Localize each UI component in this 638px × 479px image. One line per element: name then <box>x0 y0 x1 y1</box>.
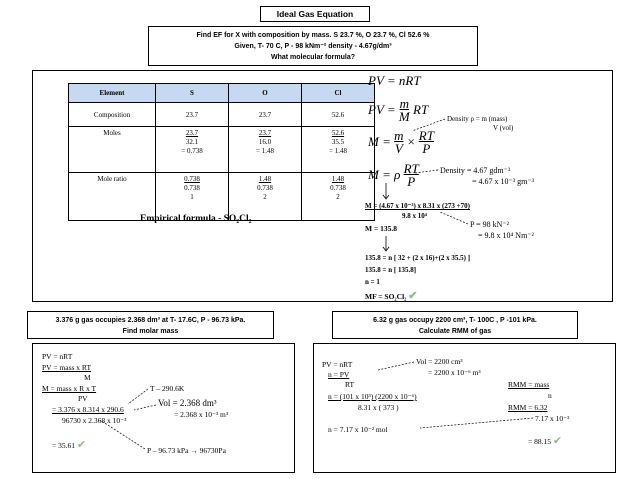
empirical-formula: Empirical formula - SO₂Cl₂ <box>140 214 252 224</box>
table-cell: 23.7 <box>229 103 302 127</box>
p3-step4: n = (101 x 10³) (2200 x 10⁻⁶) <box>328 392 417 401</box>
p3-rmm-4: 7.17 x 10⁻² <box>535 414 570 423</box>
cell-res: 1 <box>190 193 194 201</box>
arrow-vol3 <box>378 362 414 370</box>
check-icon: ✔ <box>552 435 563 447</box>
density-value-line2: = 4.67 x 10⁻³ gm⁻³ <box>472 177 534 186</box>
row-label: Moles <box>69 127 156 173</box>
p2-step2-text: PV = mass x RT <box>42 363 92 372</box>
calc-m-line: M = (4.67 x 10⁻³) x 8.31 x (273 +70) <box>365 202 470 210</box>
cell-res: 2 <box>336 193 340 201</box>
row-label: Composition <box>69 103 156 127</box>
cell-num: 23.7 <box>258 129 272 137</box>
cell-den: 16.0 <box>258 138 272 146</box>
eq-left: PV = <box>368 102 396 117</box>
cell-den: 0.738 <box>184 184 200 192</box>
p2-step4: M = mass x R x T <box>42 384 97 393</box>
density-def-line2: V (vol) <box>493 124 514 132</box>
eq-num: RT <box>403 161 419 176</box>
cell-res: = 0.738 <box>181 147 203 155</box>
density-value-line1: Density = 4.67 gdm⁻³ <box>440 166 511 175</box>
p3-rmm-2: n <box>548 391 552 400</box>
calc-m-result: M = 135.8 <box>365 224 397 233</box>
header-cl: Cl <box>302 84 375 103</box>
header-s: S <box>156 84 229 103</box>
p3-step6: n = 7.17 x 10⁻² mol <box>328 425 388 434</box>
p3-step3: RT <box>345 380 355 389</box>
mf-text: MF = SO₂Cl₂ <box>365 292 407 301</box>
header-element: Element <box>69 84 156 103</box>
cell-num: 1.48 <box>331 175 345 183</box>
equation-pv-nrt: PV = nRT <box>368 73 421 88</box>
cell-res: = 1.48 <box>256 147 274 155</box>
eq-num: m <box>394 128 404 143</box>
cell-res: 2 <box>263 193 267 201</box>
table-cell: 52.6 <box>302 103 375 127</box>
check-icon: ✔ <box>76 439 87 451</box>
cell-num: 1.48 <box>258 175 272 183</box>
problem1-line3: What molecular formula? <box>270 54 355 61</box>
p2-step5: PV <box>78 394 88 403</box>
problem2-line1: 3.376 g gas occupies 2.368 dm³ at T- 17.6C, P - 96.73 kPa. <box>55 317 246 324</box>
cell-num: 0.738 <box>184 175 200 183</box>
p3-step1: PV = nRT <box>322 360 353 369</box>
p3-rmm-1-text: RMM = mass <box>508 380 550 389</box>
p2-step1: PV = nRT <box>42 352 73 361</box>
p2-pressure: P – 96.73 kPa → 96730Pa <box>147 446 226 455</box>
cell-den: 0.738 <box>330 184 346 192</box>
eq-den: V <box>394 141 403 156</box>
p3-rmm-3-text: RMM = 6.32 <box>508 403 548 412</box>
problem1-line2: Given, T- 70 C, P - 98 kNm⁻² density - 4.67g/dm³ <box>234 43 392 50</box>
pressure-line1: P = 98 kN⁻² <box>470 220 510 229</box>
p2-step7: 96730 x 2.368 x 10⁻³ <box>62 416 127 425</box>
problem3-line2: Calculate RMM of gas <box>418 328 492 335</box>
p3-volume-line1: Vol = 2200 cm³ <box>416 357 463 366</box>
check-icon: ✔ <box>408 290 418 302</box>
p3-step5: 8.31 x ( 373 ) <box>358 403 399 412</box>
cell-res: = 1.48 <box>329 147 347 155</box>
calc-n-result: n = 1 <box>365 278 380 286</box>
p2-step6: = 3.376 x 8.314 x 290.6 <box>52 405 124 414</box>
calc-m-denominator: 9.8 x 10⁴ <box>402 212 427 220</box>
p3-result-text: = 88.15 <box>528 437 551 446</box>
problem1-line1: Find EF for X with composition by mass. S 23.7 %, O 23.7 %, Cl 52.6 % <box>196 32 430 39</box>
eq-den: P <box>407 174 416 189</box>
pressure-line2: = 9.8 x 10⁴ Nm⁻² <box>478 231 534 240</box>
cell-den: 35.5 <box>331 138 345 146</box>
p2-result-text: = 35.61 <box>52 441 75 450</box>
p2-volume-line1: Vol = 2.368 dm³ <box>158 398 217 408</box>
page-title: Ideal Gas Equation <box>260 6 370 22</box>
p2-temperature: T – 290.6K <box>150 384 185 393</box>
p2-step3: M <box>84 373 91 382</box>
eq-left: M = ρ <box>368 167 401 182</box>
eq-num: RT <box>418 128 434 143</box>
calc-n-line2: 135.8 = n [ 135.8] <box>365 266 417 274</box>
eq-left: M = <box>368 134 391 149</box>
eq-den: M <box>398 109 410 124</box>
cell-num: 52.6 <box>331 129 345 137</box>
header-o: O <box>229 84 302 103</box>
p3-step2-text: n = PV <box>328 370 350 379</box>
eq-times: × <box>406 134 416 149</box>
eq-num: m <box>399 96 410 111</box>
cell-num: 23.7 <box>185 129 199 137</box>
arrow-n3 <box>420 418 533 428</box>
density-def-line1: Density ρ = m (mass) <box>447 115 508 123</box>
p3-volume-line2: = 2200 x 10⁻⁶ m³ <box>428 368 481 377</box>
cell-den: 32.1 <box>185 138 199 146</box>
p2-volume-line2: = 2.368 x 10⁻³ m³ <box>174 410 229 419</box>
calc-n-line1: 135.8 = n [ 32 + (2 x 16)+(2 x 35.5) ] <box>365 254 471 262</box>
eq-right: RT <box>413 102 429 117</box>
problem3-line1: 6.32 g gas occupy 2200 cm³, T- 100C , P -101 kPa. <box>373 317 537 324</box>
problem2-line2: Find molar mass <box>122 328 179 335</box>
cell-den: 0.738 <box>257 184 273 192</box>
row-label: Mole ratio <box>69 173 156 221</box>
table-cell: 23.7 <box>156 103 229 127</box>
eq-den: P <box>422 141 431 156</box>
